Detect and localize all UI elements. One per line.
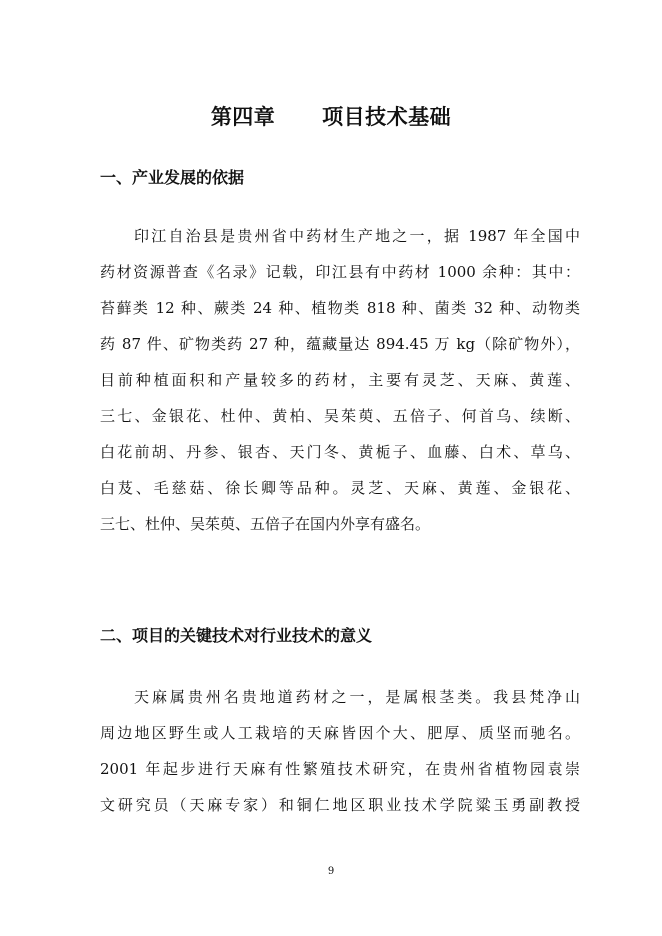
text-line: 目前种植面积和产量较多的药材，主要有灵芝、天麻、黄莲、 [100,371,580,389]
section-1-paragraph [100,218,580,542]
page-number: 9 [327,866,335,877]
section-heading-1: 一、产业发展的依据 [100,168,245,187]
text-line: 药 87 件、矿物类药 27 种，蕴藏量达 894.45 万 kg（除矿物外）， [100,335,580,353]
section-heading-2: 二、项目的关键技术对行业技术的意义 [100,626,373,645]
text-line: 三七、杜仲、吴茱萸、五倍子在国内外享有盛名。 [100,515,431,533]
text-line: 三七、金银花、杜仲、黄柏、吴茱萸、五倍子、何首乌、续断、 [100,407,580,425]
section-2-paragraph [100,679,580,823]
text-line: 苔藓类 12 种、蕨类 24 种、植物类 818 种、菌类 32 种、动物类 [100,299,580,317]
text-line: 白花前胡、丹参、银杏、天门冬、黄栀子、血藤、白术、草乌、 [100,443,580,461]
chapter-title: 第四章 项目技术基础 [210,104,452,129]
text-line: 印江自治县是贵州省中药材生产地之一，据 1987 年全国中 [134,227,580,245]
text-line: 周边地区野生或人工栽培的天麻皆因个大、肥厚、质坚而驰名。 [100,724,580,742]
text-line: 天麻属贵州名贵地道药材之一，是属根茎类。我县梵净山 [134,688,580,706]
text-line: 药材资源普查《名录》记载，印江县有中药材 1000 余种：其中： [100,263,580,281]
text-line: 2001 年起步进行天麻有性繁殖技术研究，在贵州省植物园袁崇 [100,760,580,778]
text-line: 白芨、毛慈菇、徐长卿等品种。灵芝、天麻、黄莲、金银花、 [100,479,580,497]
text-line: 文研究员（天麻专家）和铜仁地区职业技术学院粱玉勇副教授 [100,796,580,814]
